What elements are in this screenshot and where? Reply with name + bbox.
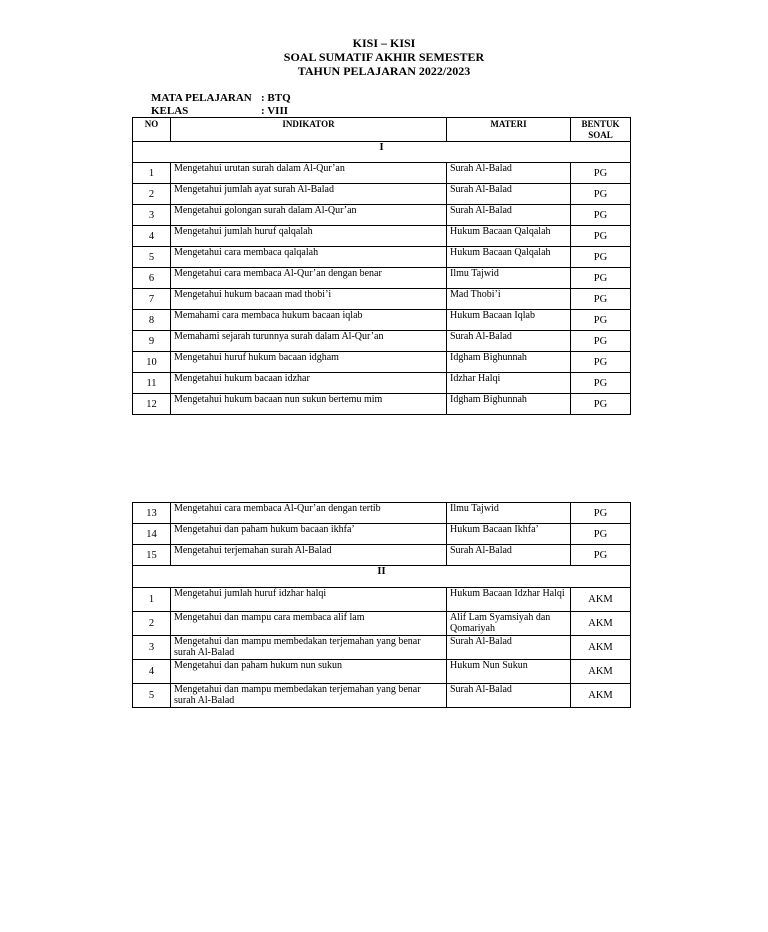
row-no: 11 [133, 373, 171, 394]
row-materi: Surah Al-Balad [447, 684, 571, 708]
row-no: 2 [133, 612, 171, 636]
row-no: 1 [133, 588, 171, 612]
meta-class-label: KELAS [151, 105, 189, 117]
row-indikator: Mengetahui golongan surah dalam Al-Qur’an [171, 205, 447, 226]
col-header-bentuk-line2: SOAL [588, 130, 613, 140]
row-bentuk: PG [571, 373, 631, 394]
row-materi: Hukum Bacaan Ikhfa’ [447, 524, 571, 545]
row-indikator: Mengetahui dan paham hukum nun sukun [171, 660, 447, 684]
grid-table-part1 [132, 117, 631, 415]
table-row [133, 289, 631, 310]
row-bentuk: PG [571, 289, 631, 310]
row-bentuk: PG [571, 184, 631, 205]
row-indikator: Mengetahui dan paham hukum bacaan ikhfa’ [171, 524, 447, 545]
row-bentuk: AKM [571, 588, 631, 612]
row-materi: Idgham Bighunnah [447, 352, 571, 373]
doc-title-line1: KISI – KISI [352, 36, 416, 50]
row-materi: Idzhar Halqi [447, 373, 571, 394]
row-indikator: Mengetahui urutan surah dalam Al-Qur’an [171, 163, 447, 184]
row-materi: Hukum Bacaan Qalqalah [447, 226, 571, 247]
row-no: 8 [133, 310, 171, 331]
row-bentuk: PG [571, 268, 631, 289]
table-row [133, 247, 631, 268]
row-no: 4 [133, 226, 171, 247]
row-no: 15 [133, 545, 171, 566]
row-indikator: Memahami sejarah turunnya surah dalam Al-Qur’an [171, 331, 447, 352]
row-bentuk: PG [571, 524, 631, 545]
table-row [133, 394, 631, 415]
table-row [133, 331, 631, 352]
row-bentuk: AKM [571, 684, 631, 708]
row-materi: Hukum Bacaan Qalqalah [447, 247, 571, 268]
row-indikator: Mengetahui huruf hukum bacaan idgham [171, 352, 447, 373]
section-label-i: I [133, 142, 631, 163]
row-indikator: Mengetahui terjemahan surah Al-Balad [171, 545, 447, 566]
row-bentuk: PG [571, 226, 631, 247]
table-row [133, 545, 631, 566]
row-materi: Hukum Nun Sukun [447, 660, 571, 684]
row-materi: Surah Al-Balad [447, 184, 571, 205]
row-materi: Hukum Bacaan Iqlab [447, 310, 571, 331]
doc-title-line3: TAHUN PELAJARAN 2022/2023 [297, 64, 471, 78]
row-no: 12 [133, 394, 171, 415]
row-no: 2 [133, 184, 171, 205]
row-bentuk: PG [571, 310, 631, 331]
table-row [133, 205, 631, 226]
row-no: 1 [133, 163, 171, 184]
row-indikator: Mengetahui hukum bacaan mad thobi’i [171, 289, 447, 310]
row-indikator: Mengetahui jumlah ayat surah Al-Balad [171, 184, 447, 205]
meta-subject-label: MATA PELAJARAN [151, 92, 252, 104]
row-materi: Alif Lam Syamsiyah dan Qomariyah [447, 612, 571, 636]
meta-subject [151, 92, 291, 105]
row-no: 6 [133, 268, 171, 289]
row-no: 3 [133, 636, 171, 660]
table-row [133, 503, 631, 524]
row-indikator: Mengetahui dan mampu membedakan terjemahan yang benar surah Al-Balad [171, 684, 447, 708]
table-row [133, 310, 631, 331]
row-no: 5 [133, 247, 171, 268]
row-no: 5 [133, 684, 171, 708]
row-bentuk: PG [571, 205, 631, 226]
row-indikator: Mengetahui jumlah huruf qalqalah [171, 226, 447, 247]
section-row [133, 566, 631, 588]
table-row [133, 636, 631, 660]
row-indikator: Mengetahui cara membaca Al-Qur’an dengan benar [171, 268, 447, 289]
row-bentuk: PG [571, 503, 631, 524]
section-label-ii: II [133, 566, 631, 588]
doc-title-line2: SOAL SUMATIF AKHIR SEMESTER [283, 50, 485, 64]
section-row [133, 142, 631, 163]
row-bentuk: PG [571, 394, 631, 415]
row-materi: Hukum Bacaan Idzhar Halqi [447, 588, 571, 612]
table-row [133, 684, 631, 708]
table-row [133, 588, 631, 612]
row-no: 3 [133, 205, 171, 226]
row-indikator: Mengetahui hukum bacaan nun sukun bertemu mim [171, 394, 447, 415]
row-no: 7 [133, 289, 171, 310]
meta-subject-value: : BTQ [261, 92, 291, 104]
meta-class-value: : VIII [261, 105, 289, 117]
row-bentuk: AKM [571, 636, 631, 660]
table-header-row [133, 118, 631, 142]
row-bentuk: AKM [571, 660, 631, 684]
table-row [133, 352, 631, 373]
row-materi: Ilmu Tajwid [447, 268, 571, 289]
row-bentuk: PG [571, 545, 631, 566]
table-row [133, 524, 631, 545]
table-row [133, 226, 631, 247]
table-row [133, 163, 631, 184]
table-row [133, 612, 631, 636]
row-no: 10 [133, 352, 171, 373]
row-materi: Ilmu Tajwid [447, 503, 571, 524]
row-no: 13 [133, 503, 171, 524]
row-no: 4 [133, 660, 171, 684]
row-indikator: Mengetahui cara membaca qalqalah [171, 247, 447, 268]
row-bentuk: PG [571, 331, 631, 352]
row-indikator: Mengetahui hukum bacaan idzhar [171, 373, 447, 394]
row-bentuk: PG [571, 247, 631, 268]
col-header-indikator: INDIKATOR [171, 118, 447, 142]
row-no: 14 [133, 524, 171, 545]
table-row [133, 373, 631, 394]
col-header-materi: MATERI [447, 118, 571, 142]
col-header-bentuk [571, 118, 631, 142]
row-bentuk: PG [571, 163, 631, 184]
grid-table-part2 [132, 502, 631, 708]
row-materi: Mad Thobi’i [447, 289, 571, 310]
row-indikator: Mengetahui dan mampu cara membaca alif lam [171, 612, 447, 636]
row-materi: Surah Al-Balad [447, 545, 571, 566]
row-materi: Surah Al-Balad [447, 636, 571, 660]
col-header-bentuk-line1: BENTUK [581, 119, 620, 129]
row-materi: Surah Al-Balad [447, 331, 571, 352]
col-header-no: NO [133, 118, 171, 142]
row-bentuk: AKM [571, 612, 631, 636]
row-indikator: Mengetahui cara membaca Al-Qur’an dengan tertib [171, 503, 447, 524]
table-row [133, 268, 631, 289]
row-materi: Idgham Bighunnah [447, 394, 571, 415]
row-indikator: Mengetahui jumlah huruf idzhar halqi [171, 588, 447, 612]
row-indikator: Mengetahui dan mampu membedakan terjemahan yang benar surah Al-Balad [171, 636, 447, 660]
table-row [133, 660, 631, 684]
row-bentuk: PG [571, 352, 631, 373]
row-indikator: Memahami cara membaca hukum bacaan iqlab [171, 310, 447, 331]
row-materi: Surah Al-Balad [447, 205, 571, 226]
row-no: 9 [133, 331, 171, 352]
row-materi: Surah Al-Balad [447, 163, 571, 184]
table-row [133, 184, 631, 205]
